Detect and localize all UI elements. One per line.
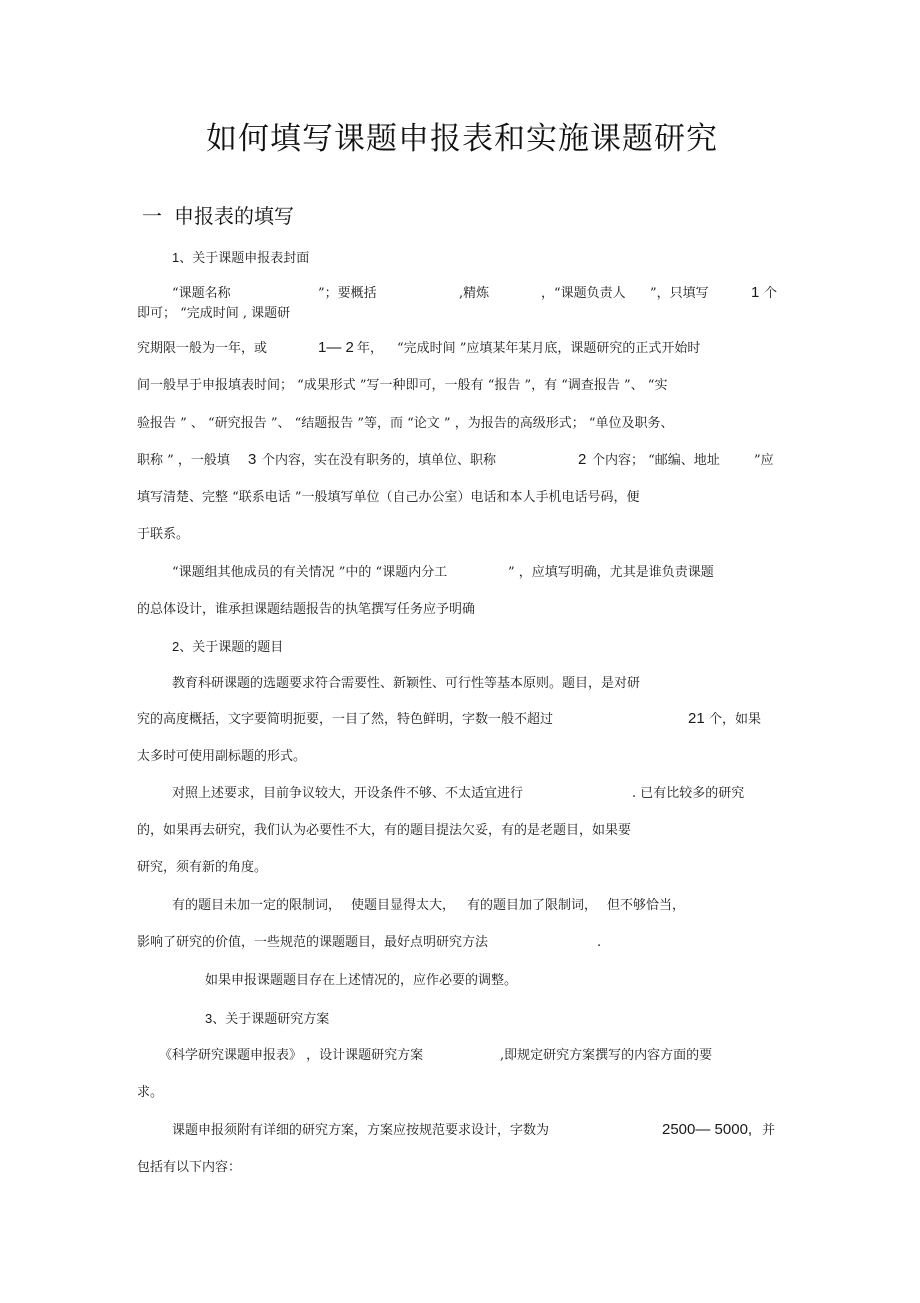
paragraph-line: 教育科研课题的选题要求符合需要性、新颖性、可行性等基本原则。题目，是对研 [172,676,641,691]
paragraph-line: . 已有比较多的研究 [632,786,745,801]
item-heading-3: 3、关于课题研究方案 [205,1011,330,1027]
paragraph-line: ” ，应填写明确，尤其是谁负责课题 [508,565,714,580]
paragraph-line: 《科学研究课题申报表》 ，设计课题研究方案 [159,1048,424,1063]
paragraph-line: 有的题目未加一定的限制词， [172,898,342,913]
paragraph-line: 但不够恰当， [607,898,686,913]
paragraph-line: 求。 [137,1085,164,1100]
paragraph-line: ”；要概括 [318,286,377,301]
paragraph-line: ”应 [754,453,774,468]
paragraph-line: ,精炼 [459,286,490,301]
paragraph-line: 2 [578,451,587,468]
paragraph-line: 究期限一般为一年，或 [137,341,268,356]
paragraph-line: 间一般早于申报填表时间； “成果形式 ”写一种即可，一般有 “报告 ”，有 “调查报告 ”、 “实 [137,378,668,393]
paragraph-line: 填写清楚、完整 “联系电话 ”一般填写单位（自己办公室）电话和本人手机电话号码，便 [137,490,640,505]
paragraph-line: 验报告 ” 、 “研究报告 ”、 “结题报告 ”等，而 “论文 ” ，为报告的高级形式； “单位及职务、 [137,416,674,431]
paragraph-line: 课题申报须附有详细的研究方案，方案应按规范要求设计，字数为 [172,1123,550,1138]
paragraph-line: 的总体设计，谁承担课题结题报告的执笔撰写任务应予明确 [137,602,476,617]
paragraph-line: 3 [248,451,257,468]
paragraph-line: “课题组其他成员的有关情况 ”中的 “课题内分工 [172,565,448,580]
item-heading-2: 2、关于课题的题目 [172,639,284,655]
paragraph-line: ”，只填写 [650,286,709,301]
section-number: 一 [142,204,162,228]
paragraph-line: 的，如果再去研究，我们认为必要性不大，有的题目提法欠妥，有的是老题目，如果要 [137,823,632,838]
paragraph-line: 使题目显得太大， [351,898,456,913]
paragraph-line: “完成时间 ”应填某年某月底，课题研究的正式开始时 [397,341,701,356]
paragraph-line: 包括有以下内容： [137,1160,242,1175]
section-heading [142,200,294,229]
paragraph-line: 有的题目加了限制词， [467,898,598,913]
paragraph-line: 影响了研究的价值，一些规范的课题题目，最好点明研究方法 [137,935,489,950]
paragraph-line: 太多时可使用副标题的形式。 [137,749,307,764]
paragraph-line: 研究，须有新的角度。 [137,860,268,875]
paragraph-line: 并 [762,1123,776,1138]
paragraph-line: 1 [751,284,760,301]
paragraph-line: 个，如果 [709,712,762,727]
paragraph-line: 如果申报课题题目存在上述情况的，应作必要的调整。 [205,973,518,988]
paragraph-line: . [597,935,602,950]
paragraph-line: 究的高度概括，文字要简明扼要，一目了然，特色鲜明，字数一般不超过 [137,712,554,727]
paragraph-line: 于联系。 [137,527,190,542]
item-heading-1: 1、关于课题申报表封面 [172,250,310,266]
paragraph-line: 21 [688,710,705,727]
paragraph-line: 对照上述要求，目前争议较大，开设条件不够、不太适宜进行 [172,786,524,801]
paragraph-line: ,即规定研究方案撰写的内容方面的要 [500,1048,713,1063]
paragraph-line: 2500— 5000, [662,1121,753,1138]
paragraph-line: 1— 2 [318,339,354,356]
paragraph-line: ，“课题负责人 [541,286,626,301]
document-title: 如何填写课题申报表和实施课题研究 [206,121,718,157]
section-label: 申报表的填写 [174,204,294,228]
paragraph-line: 个内容； “邮编、地址 [592,453,720,468]
paragraph-line: 职称 ” ，一般填 [137,453,230,468]
paragraph-line: 个 [764,286,778,301]
paragraph-line: 个内容，实在没有职务的，填单位、职称 [262,453,497,468]
paragraph-line: 即可； “完成时间 , 课题研 [137,306,291,321]
paragraph-line: 年， [357,341,384,356]
paragraph-line: “课题名称 [172,286,231,301]
